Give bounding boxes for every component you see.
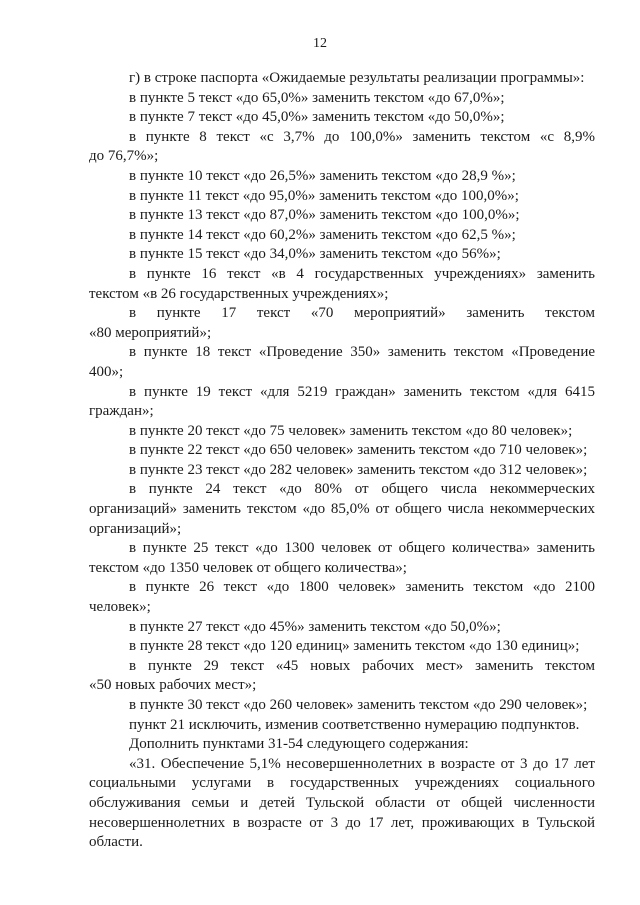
paragraph [89, 187, 595, 207]
paragraph [89, 696, 595, 716]
text-line: граждан»; [89, 403, 154, 420]
paragraph [89, 245, 595, 265]
paragraph [89, 206, 595, 226]
paragraph [89, 167, 595, 187]
text-line: в пункте 20 текст «до 75 человек» заменить текстом «до 80 человек»; [129, 422, 573, 439]
text-line: в пункте 28 текст «до 120 единиц» заменить текстом «до 130 единиц»; [129, 638, 580, 655]
text-line: в пункте 22 текст «до 650 человек» заменить текстом «до 710 человек»; [129, 442, 588, 459]
text-line: организаций»; [89, 520, 182, 537]
paragraph [89, 108, 595, 128]
text-line: в пункте 25 текст «до 1300 человек от общего количества» заменить [129, 540, 595, 557]
text-line: в пункте 16 текст «в 4 государственных учреждениях» заменить [129, 265, 595, 282]
text-line: «31. Обеспечение 5,1% несовершеннолетних в возрасте от 3 до 17 лет [129, 755, 595, 772]
paragraph [89, 637, 595, 657]
text-line: в пункте 23 текст «до 282 человек» заменить текстом «до 312 человек»; [129, 461, 588, 478]
page-number: 12 [313, 36, 327, 51]
text-line: социальными услугами в государственных учреждениях социального [89, 775, 595, 792]
text-line: в пункте 17 текст «70 мероприятий» заменить текстом [129, 305, 595, 322]
paragraph [89, 480, 595, 539]
paragraph [89, 69, 595, 89]
paragraph [89, 422, 595, 442]
text-line: в пункте 5 текст «до 65,0%» заменить текстом «до 67,0%»; [129, 89, 505, 106]
paragraph [89, 618, 595, 638]
paragraph [89, 539, 595, 578]
text-line: в пункте 8 текст «с 3,7% до 100,0%» заменить текстом «с 8,9% [129, 128, 595, 145]
paragraph [89, 304, 595, 343]
paragraph [89, 89, 595, 109]
text-line: в пункте 7 текст «до 45,0%» заменить текстом «до 50,0%»; [129, 109, 505, 126]
paragraph [89, 265, 595, 304]
paragraph [89, 383, 595, 422]
text-line: в пункте 30 текст «до 260 человек» заменить текстом «до 290 человек»; [129, 697, 588, 713]
text-line: «50 новых рабочих мест»; [89, 677, 257, 694]
paragraph [89, 578, 595, 617]
text-line: Дополнить пунктами 31-54 следующего содержания: [129, 736, 469, 753]
text-line: в пункте 15 текст «до 34,0%» заменить текстом «до 56%»; [129, 246, 501, 263]
paragraph [89, 343, 595, 382]
paragraph [89, 735, 595, 755]
text-line: в пункте 24 текст «до 80% от общего числа некоммерческих [129, 481, 595, 498]
text-line: «80 мероприятий»; [89, 324, 212, 341]
text-line: в пункте 14 текст «до 60,2%» заменить текстом «до 62,5 %»; [129, 226, 516, 243]
paragraph [89, 657, 595, 696]
text-line: несовершеннолетних в возрасте от 3 до 17 лет, проживающих в Тульской [89, 814, 595, 831]
text-line: г) в строке паспорта «Ожидаемые результаты реализации программы»: [129, 70, 585, 86]
text-line: текстом «в 26 государственных учреждениях»; [89, 285, 389, 302]
text-line: в пункте 10 текст «до 26,5%» заменить текстом «до 28,9 %»; [129, 167, 516, 184]
text-line: до 76,7%»; [89, 148, 159, 165]
text-line: организаций» заменить текстом «до 85,0% от общего числа некоммерческих [89, 501, 595, 518]
paragraph [89, 461, 595, 481]
text-line: пункт 21 исключить, изменив соответственно нумерацию подпунктов. [129, 716, 580, 733]
text-line: в пункте 27 текст «до 45%» заменить текстом «до 50,0%»; [129, 618, 501, 635]
paragraph [89, 128, 595, 167]
paragraph [89, 441, 595, 461]
text-line: текстом «до 1350 человек от общего количества»; [89, 559, 407, 576]
text-line: человек»; [89, 599, 151, 616]
paragraph [89, 755, 595, 853]
paragraph [89, 716, 595, 736]
text-line: в пункте 11 текст «до 95,0%» заменить текстом «до 100,0%»; [129, 187, 519, 204]
text-line: 400»; [89, 363, 124, 380]
document-body [89, 69, 595, 853]
text-line: в пункте 29 текст «45 новых рабочих мест» заменить текстом [129, 657, 595, 674]
paragraph [89, 226, 595, 246]
text-line: в пункте 26 текст «до 1800 человек» заменить текстом «до 2100 [129, 579, 595, 596]
text-line: в пункте 18 текст «Проведение 350» заменить текстом «Проведение [129, 344, 595, 361]
text-line: области. [89, 834, 143, 851]
text-line: в пункте 13 текст «до 87,0%» заменить текстом «до 100,0%»; [129, 207, 520, 224]
text-line: обслуживания семьи и детей Тульской области от общей численности [89, 794, 595, 811]
text-line: в пункте 19 текст «для 5219 граждан» заменить текстом «для 6415 [129, 383, 595, 400]
